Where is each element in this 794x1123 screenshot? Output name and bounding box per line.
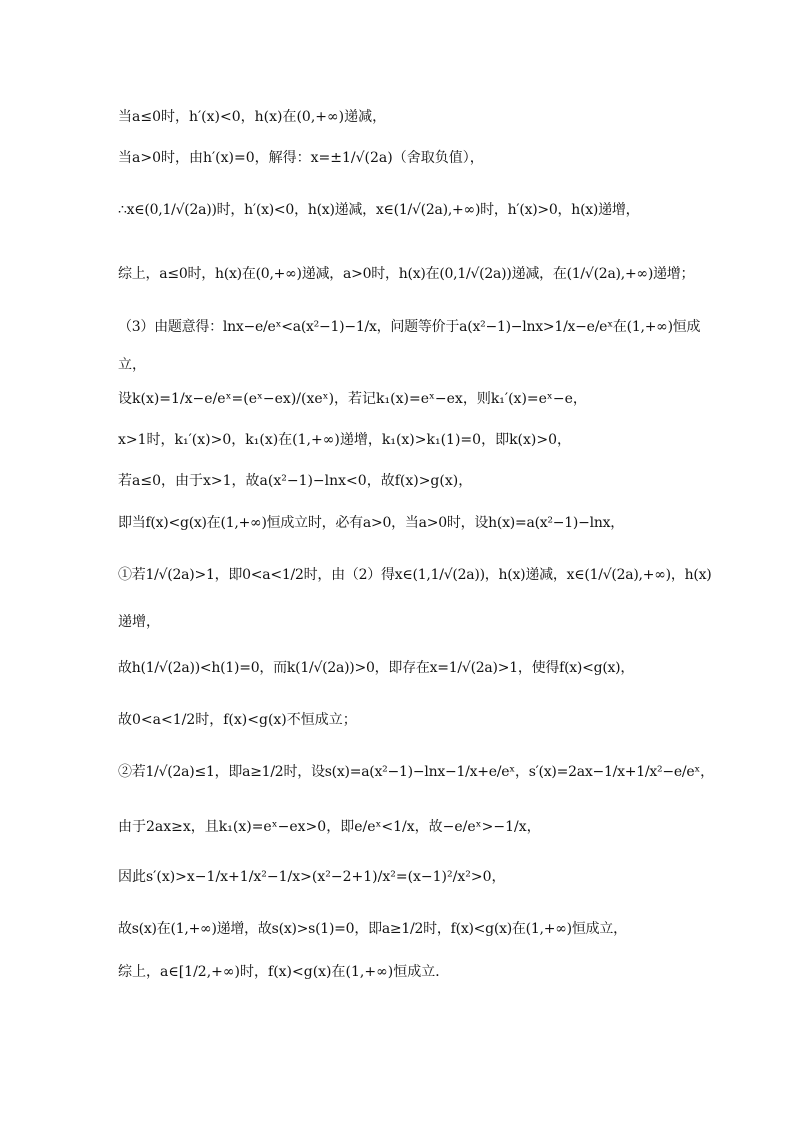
solution-line: ②若1/√(2a)≤1，即a≥1/2时，设s(x)=a(x²−1)−lnx−1/x+e/eˣ，s′(x)=2ax−1/x+1/x²−e/eˣ， xyxy=(118,764,714,780)
solution-line: x>1时，k₁′(x)>0，k₁(x)在(1,+∞)递增，k₁(x)>k₁(1)=0，即k(x)>0， xyxy=(118,432,572,448)
solution-line: 设k(x)=1/x−e/eˣ=(eˣ−ex)/(xeˣ)，若记k₁(x)=eˣ−ex，则k₁′(x)=eˣ−e， xyxy=(118,391,587,407)
solution-line: ①若1/√(2a)>1，即0<a<1/2时，由（2）得x∈(1,1/√(2a))，h(x)递减，x∈(1/√(2a),+∞)，h(x) xyxy=(118,567,712,583)
solution-line: 若a≤0，由于x>1，故a(x²−1)−lnx<0，故f(x)>g(x)， xyxy=(118,473,473,489)
solution-line: 故h(1/√(2a))<h(1)=0，而k(1/√(2a))>0，即存在x=1/√(2a)>1，使得f(x)<g(x)， xyxy=(118,660,635,676)
solution-line: 当a≤0时，h′(x)<0，h(x)在(0,+∞)递减， xyxy=(118,109,387,125)
solution-line: 因此s′(x)>x−1/x+1/x²−1/x>(x²−2+1)/x²=(x−1)²/x²>0， xyxy=(118,869,506,885)
solution-line: 立， xyxy=(118,357,146,373)
solution-line: 故s(x)在(1,+∞)递增，故s(x)>s(1)=0，即a≥1/2时，f(x)<g(x)在(1,+∞)恒成立， xyxy=(118,921,627,937)
solution-line: ∴x∈(0,1/√(2a))时，h′(x)<0，h(x)递减，x∈(1/√(2a),+∞)时，h′(x)>0，h(x)递增， xyxy=(118,202,640,218)
solution-line: 故0<a<1/2时，f(x)<g(x)不恒成立； xyxy=(118,712,357,728)
solution-line: 递增， xyxy=(118,614,160,630)
solution-line: （3）由题意得：lnx−e/eˣ<a(x²−1)−1/x，问题等价于a(x²−1)−lnx>1/x−e/eˣ在(1,+∞)恒成 xyxy=(118,319,701,335)
solution-line: 当a>0时，由h′(x)=0，解得：x=±1/√(2a)（舍取负值）， xyxy=(118,150,484,166)
solution-line: 即当f(x)<g(x)在(1,+∞)恒成立时，必有a>0，当a>0时，设h(x)=a(x²−1)−lnx， xyxy=(118,515,625,531)
solution-line: 综上，a∈[1/2,+∞)时，f(x)<g(x)在(1,+∞)恒成立． xyxy=(118,964,450,980)
solution-line: 综上，a≤0时，h(x)在(0,+∞)递减，a>0时，h(x)在(0,1/√(2a))递减，在(1/√(2a),+∞)递增； xyxy=(118,266,695,282)
solution-line: 由于2ax≥x，且k₁(x)=eˣ−ex>0，即e/eˣ<1/x，故−e/eˣ>−1/x， xyxy=(118,819,541,835)
